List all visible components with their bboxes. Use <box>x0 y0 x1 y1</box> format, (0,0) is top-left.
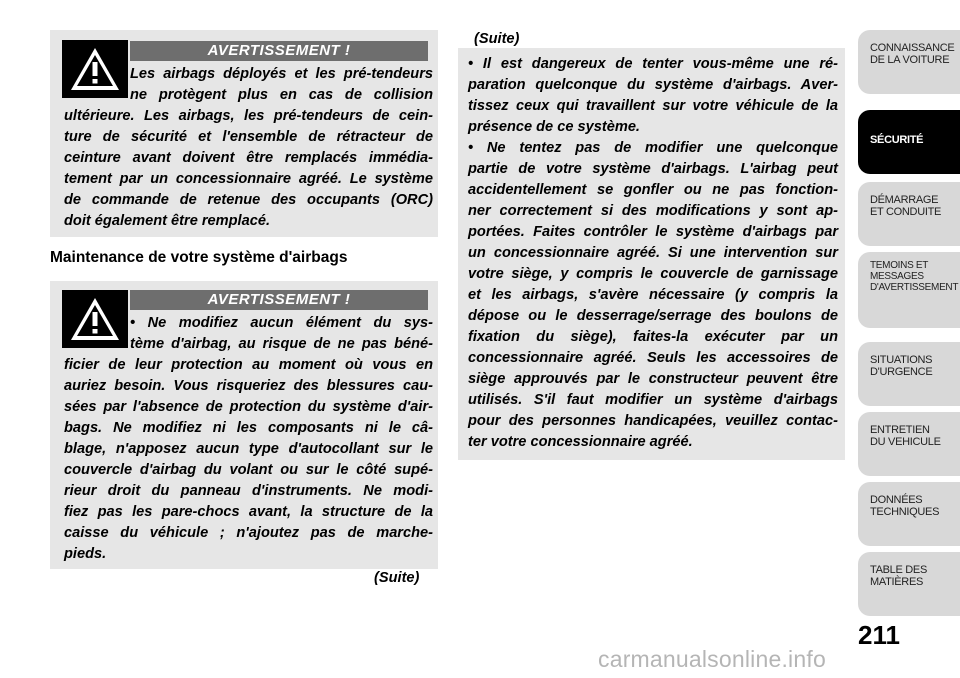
text-line: pieds. <box>64 546 107 562</box>
suite-label-top: (Suite) <box>474 31 520 47</box>
text-line: fixation du siège), faites-la exécuter par un <box>468 329 838 345</box>
text-line: tissez ceux qui travaillent sur votre véhicule de la <box>468 98 838 114</box>
warning-text-top <box>130 313 433 355</box>
text-line: sées par l'absence de protection du système d'air- <box>64 399 433 415</box>
chapter-tab-6[interactable]: DONNÉES TECHNIQUES <box>858 482 960 546</box>
page-number: 211 <box>858 620 900 650</box>
suite-label: (Suite) <box>374 570 420 586</box>
warning-triangle-icon <box>62 290 128 348</box>
text-line: portées. Faites contrôler le système d'airbags par <box>468 224 838 240</box>
text-line: ne protègent plus en cas de collision <box>130 87 433 103</box>
warning-banner: AVERTISSEMENT ! <box>130 290 428 310</box>
text-line: bags. Ne modifiez ni les composants ni le câ- <box>64 420 433 436</box>
section-heading: Maintenance de votre système d'airbags <box>50 249 348 266</box>
watermark: carmanualsonline.info <box>598 646 826 672</box>
warning-text-top <box>130 64 433 106</box>
chapter-tab-3[interactable]: TEMOINS ET MESSAGES D'AVERTISSEMENT <box>858 252 960 328</box>
text-line: siège approuvés par le constructeur peuvent être <box>468 371 838 387</box>
text-line: un concessionnaire agréé. Si une intervention sur <box>468 245 838 261</box>
text-line: fiez pas les pare-chocs avant, la structure de la <box>64 504 433 520</box>
chapter-tab-2[interactable]: DÉMARRAGE ET CONDUITE <box>858 182 960 246</box>
text-line: utilisés. S'il faut modifier un système d'airbags <box>468 392 838 408</box>
warning-banner: AVERTISSEMENT ! <box>130 41 428 61</box>
text-line: votre siège, y compris le couvercle de garnissage <box>468 266 838 282</box>
text-line: blage, n'apposez aucun type d'autocollant sur le <box>64 441 433 457</box>
text-line: ultérieure. Les airbags, les pré-tendeurs de cein- <box>64 108 433 124</box>
chapter-tab-0[interactable]: CONNAISSANCE DE LA VOITURE <box>858 30 960 94</box>
text-line: dépose ou le desserrage/serrage des boulons de <box>468 308 838 324</box>
chapter-tab-4[interactable]: SITUATIONS D'URGENCE <box>858 342 960 406</box>
text-line: rieur droit du panneau d'instruments. Ne modi- <box>64 483 433 499</box>
warning-text-continued <box>468 54 838 453</box>
chapter-tab-5[interactable]: ENTRETIEN DU VEHICULE <box>858 412 960 476</box>
warning-text-body <box>64 106 433 232</box>
text-line: ter votre concessionnaire agréé. <box>468 434 693 450</box>
text-line: couvercle d'airbag du volant ou sur le côté supé- <box>64 462 433 478</box>
text-line: présence de ce système. <box>468 119 640 135</box>
text-line: tement par un concessionnaire agréé. Le système <box>64 171 433 187</box>
text-line: ner correctement si des modifications y sont ap- <box>468 203 838 219</box>
text-line: ceinture avant doivent être remplacés immédia- <box>64 150 433 166</box>
text-line: Les airbags déployés et les pré-tendeurs <box>130 66 433 82</box>
text-line: ficier de leur protection au moment où vous en <box>64 357 433 373</box>
warning-text-body <box>64 355 433 565</box>
chapter-tab-7[interactable]: TABLE DES MATIÈRES <box>858 552 960 616</box>
text-line: • Il est dangereux de tenter vous-même une ré- <box>468 56 838 72</box>
text-line: • Ne tentez pas de modifier une quelconque <box>468 140 838 156</box>
chapter-tab-1[interactable]: SÉCURITÉ <box>858 110 960 174</box>
text-line: concessionnaire agréé. Seuls les accessoires de <box>468 350 838 366</box>
text-line: partie de votre système d'airbags. L'airbag peut <box>468 161 838 177</box>
text-line: et les airbags, s'avère nécessaire (y compris la <box>468 287 838 303</box>
text-line: doit également être remplacé. <box>64 213 271 229</box>
text-line: pour des personnes handicapées, veuillez contac- <box>468 413 838 429</box>
warning-triangle-icon <box>62 40 128 98</box>
text-line: de commande de retenue des occupants (ORC) <box>64 192 433 208</box>
text-line: accidentellement se gonfler ou ne pas fonction- <box>468 182 838 198</box>
text-line: caisse du véhicule ; n'ajoutez pas de marche- <box>64 525 433 541</box>
text-line: tème d'airbag, au risque de ne pas béné- <box>130 336 433 352</box>
text-line: • Ne modifiez aucun élément du sys- <box>130 315 433 331</box>
text-line: auriez besoin. Vous risqueriez des blessures cau- <box>64 378 433 394</box>
text-line: ture de sécurité et l'ensemble de rétracteur de <box>64 129 433 145</box>
text-line: paration quelconque du système d'airbags. Aver- <box>468 77 838 93</box>
